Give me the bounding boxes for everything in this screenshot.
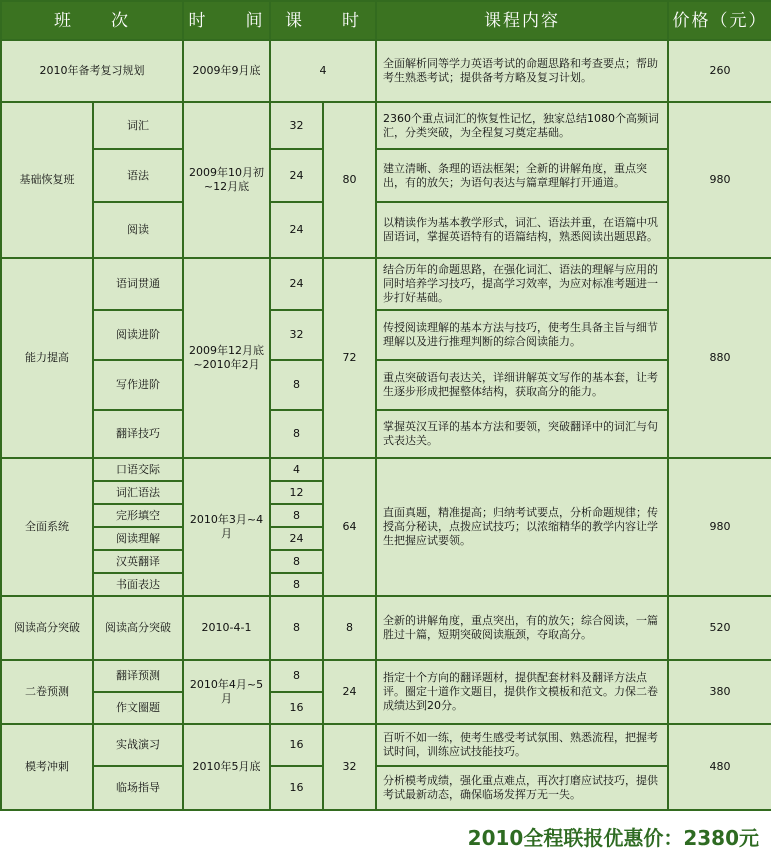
- table-row: [1, 410, 771, 458]
- sub-course-name: 阅读: [93, 202, 183, 258]
- class-name: 2010年备考复习规划: [1, 40, 183, 102]
- class-total-hours: 64: [323, 458, 376, 596]
- class-price: 480: [668, 724, 771, 810]
- class-name: 全面系统: [1, 458, 93, 596]
- course-description: 百听不如一练，使考生感受考试氛围、熟悉流程，把握考试时间，训练应试技能技巧。: [376, 724, 668, 766]
- sub-course-name: 完形填空: [93, 504, 183, 527]
- class-total-hours: 8: [323, 596, 376, 660]
- class-time: 2010年4月~5月: [183, 660, 270, 724]
- sub-course-hours: 24: [270, 149, 323, 202]
- sub-course-hours: 32: [270, 310, 323, 360]
- table-row: [1, 202, 771, 258]
- class-price: 260: [668, 40, 771, 102]
- table-row: [1, 40, 771, 102]
- sub-course-hours: 24: [270, 202, 323, 258]
- sub-course-hours: 4: [270, 458, 323, 481]
- class-hours: 4: [270, 40, 376, 102]
- course-description: 建立清晰、条理的语法框架；全新的讲解角度，重点突出，有的放矢；为语句表达与篇章理解打开通道。: [376, 149, 668, 202]
- sub-course-name: 作文圈题: [93, 692, 183, 724]
- table-row: [1, 360, 771, 410]
- sub-course-name: 阅读高分突破: [93, 596, 183, 660]
- course-description: 重点突破语句表达关，详细讲解英文写作的基本套，让考生逐步形成把握整体结构，获取高分的能力。: [376, 360, 668, 410]
- class-time: 2010-4-1: [183, 596, 270, 660]
- class-name: 模考冲刺: [1, 724, 93, 810]
- sub-course-hours: 24: [270, 527, 323, 550]
- sub-course-name: 书面表达: [93, 573, 183, 596]
- sub-course-name: 翻译技巧: [93, 410, 183, 458]
- header-class: 班 次: [1, 1, 183, 40]
- class-price: 380: [668, 660, 771, 724]
- header-row: [1, 1, 771, 40]
- class-price: 520: [668, 596, 771, 660]
- course-description: 全面解析同等学力英语考试的命题思路和考查要点；帮助考生熟悉考试；提供备考方略及复习计划。: [376, 40, 668, 102]
- sub-course-name: 阅读理解: [93, 527, 183, 550]
- course-description: 传授阅读理解的基本方法与技巧，使考生具备主旨与细节理解以及进行推理判断的综合阅读能力。: [376, 310, 668, 360]
- sub-course-hours: 8: [270, 596, 323, 660]
- course-description: 2360个重点词汇的恢复性记忆，独家总结1080个高频词汇，分类突破，为全程复习奠定基础。: [376, 102, 668, 149]
- sub-course-name: 语词贯通: [93, 258, 183, 310]
- table-row: [1, 149, 771, 202]
- header-content: 课程内容: [376, 1, 668, 40]
- class-time: 2009年12月底~2010年2月: [183, 258, 270, 458]
- class-total-hours: 80: [323, 102, 376, 258]
- course-description: 以精读作为基本教学形式，词汇、语法并重，在语篇中巩固语词，掌握英语特有的语篇结构，熟悉阅读出题思路。: [376, 202, 668, 258]
- sub-course-hours: 8: [270, 410, 323, 458]
- header-time: 时 间: [183, 1, 270, 40]
- course-description: 指定十个方向的翻译题材，提供配套材料及翻译方法点评。圈定十道作文题目，提供作文模板和范文。力保二卷成绩达到20分。: [376, 660, 668, 724]
- table-row: [1, 102, 771, 149]
- sub-course-hours: 8: [270, 504, 323, 527]
- class-time: 2009年9月底: [183, 40, 270, 102]
- table-row: [1, 660, 771, 692]
- sub-course-name: 写作进阶: [93, 360, 183, 410]
- class-total-hours: 72: [323, 258, 376, 458]
- header-price: 价格（元）: [668, 1, 771, 40]
- sub-course-hours: 12: [270, 481, 323, 504]
- sub-course-name: 口语交际: [93, 458, 183, 481]
- package-offer-price: 2010全程联报优惠价：2380元: [467, 826, 759, 850]
- sub-course-hours: 8: [270, 573, 323, 596]
- table-row: [1, 766, 771, 810]
- sub-course-hours: 8: [270, 550, 323, 573]
- class-name: 能力提高: [1, 258, 93, 458]
- table-row: [1, 724, 771, 766]
- sub-course-name: 汉英翻译: [93, 550, 183, 573]
- course-description: 分析模考成绩，强化重点难点，再次打磨应试技巧，提供考试最新动态，确保临场发挥万无一失。: [376, 766, 668, 810]
- sub-course-name: 阅读进阶: [93, 310, 183, 360]
- sub-course-name: 翻译预测: [93, 660, 183, 692]
- sub-course-name: 实战演习: [93, 724, 183, 766]
- sub-course-hours: 32: [270, 102, 323, 149]
- sub-course-hours: 8: [270, 660, 323, 692]
- table-row: [1, 258, 771, 310]
- class-name: 二卷预测: [1, 660, 93, 724]
- sub-course-name: 词汇: [93, 102, 183, 149]
- sub-course-hours: 16: [270, 692, 323, 724]
- course-description: 直面真题，精准提高；归纳考试要点，分析命题规律；传授高分秘诀，点拨应试技巧；以浓缩精华的教学内容让学生把握应试要领。: [376, 458, 668, 596]
- sub-course-hours: 24: [270, 258, 323, 310]
- class-name: 基础恢复班: [1, 102, 93, 258]
- course-description: 掌握英汉互译的基本方法和要领，突破翻译中的词汇与句式表达关。: [376, 410, 668, 458]
- sub-course-hours: 16: [270, 766, 323, 810]
- class-total-hours: 32: [323, 724, 376, 810]
- class-time: 2010年5月底: [183, 724, 270, 810]
- header-hours: 课 时: [270, 1, 376, 40]
- sub-course-name: 临场指导: [93, 766, 183, 810]
- sub-course-name: 词汇语法: [93, 481, 183, 504]
- course-description: 结合历年的命题思路，在强化词汇、语法的理解与应用的同时培养学习技巧，提高学习效率，为应对标准考题进一步打好基础。: [376, 258, 668, 310]
- class-time: 2010年3月~4月: [183, 458, 270, 596]
- table-row: [1, 310, 771, 360]
- sub-course-hours: 8: [270, 360, 323, 410]
- table-row: [1, 458, 771, 481]
- class-price: 980: [668, 102, 771, 258]
- course-description: 全新的讲解角度，重点突出，有的放矢；综合阅读，一篇胜过十篇，短期突破阅读瓶颈，夺取高分。: [376, 596, 668, 660]
- class-time: 2009年10月初~12月底: [183, 102, 270, 258]
- class-price: 980: [668, 458, 771, 596]
- sub-course-hours: 16: [270, 724, 323, 766]
- sub-course-name: 语法: [93, 149, 183, 202]
- class-name: 阅读高分突破: [1, 596, 93, 660]
- table-row: [1, 596, 771, 660]
- class-price: 880: [668, 258, 771, 458]
- class-total-hours: 24: [323, 660, 376, 724]
